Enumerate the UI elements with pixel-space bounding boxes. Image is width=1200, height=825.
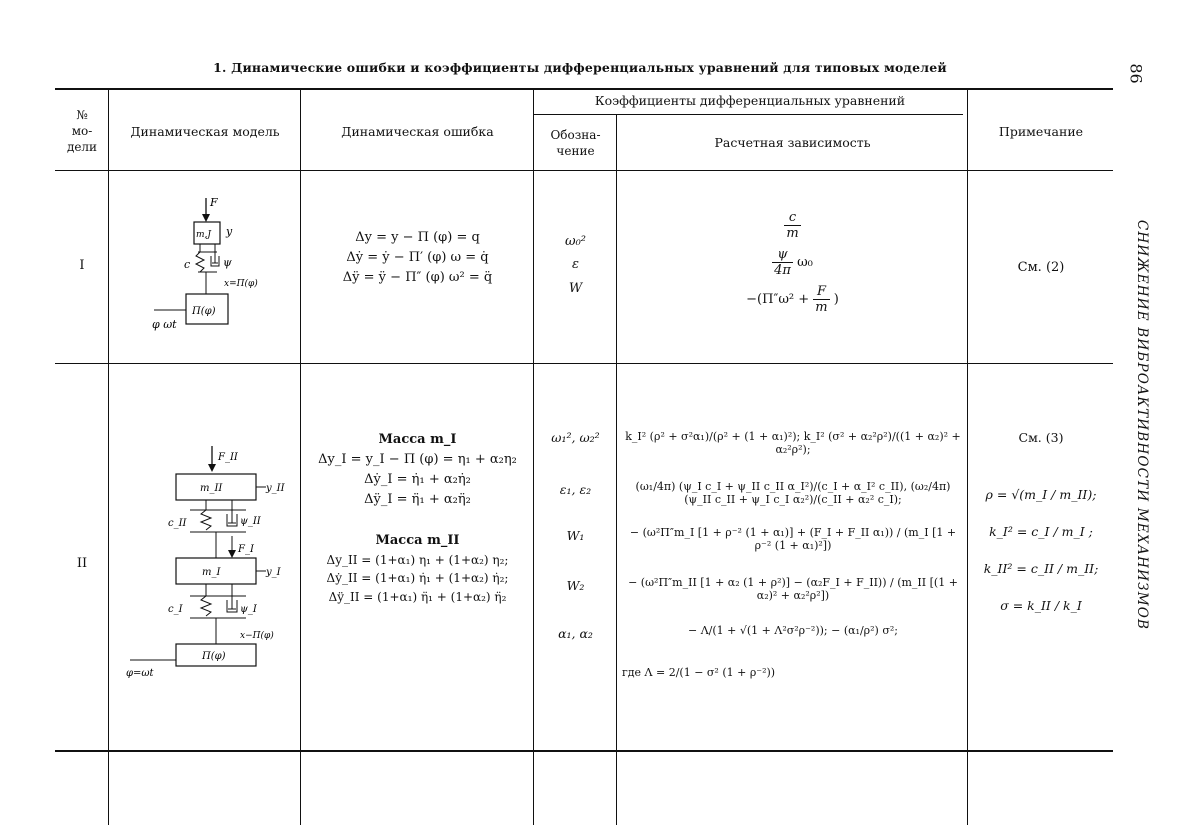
row2-note-sigma: σ = k_II / k_I	[1000, 598, 1082, 613]
row2-psi2-label: ψ_II	[240, 516, 261, 527]
header-dyn-model: Динамическая модель	[130, 124, 280, 139]
row2-mass1-title: Масса m_I	[378, 432, 457, 447]
row1-error-3: Δÿ = ÿ − П″ (φ) ω² = q̈	[342, 270, 493, 286]
row2-number: II	[76, 556, 88, 571]
row2-calc-omega: k_I² (ρ² + σ²α₁)/(ρ² + (1 + α₁)²); k_I² (σ² + α₂²ρ²)/((1 + α₂)² + α₂²ρ²);	[625, 430, 961, 456]
row2-designation-3: W₁	[566, 528, 585, 543]
row2-box-label: П(φ)	[202, 651, 226, 662]
row1-calc	[618, 210, 967, 315]
row1-y-label: y	[226, 225, 233, 238]
row1-errors	[302, 228, 533, 288]
row1-designation-3: W	[568, 280, 583, 296]
row2-mass2-eq-3: Δÿ_II = (1+α₁) η̈₁ + (1+α₂) η̈₂	[328, 589, 507, 604]
row1-psi-label: ψ	[223, 256, 232, 269]
row1-note: См. (2)	[1017, 260, 1065, 275]
header-note: Примечание	[998, 124, 1084, 139]
row2-mass2-eq-2: Δẏ_II = (1+α₁) η̇₁ + (1+α₂) η̇₂;	[326, 571, 509, 586]
row2-designation-1: ω₁², ω₂²	[551, 430, 600, 445]
row1-force-label: F	[210, 196, 218, 209]
row1-designation-1: ω₀²	[564, 234, 587, 249]
row1-x-label: x=П(φ)	[224, 279, 258, 289]
row2-f1-label: F_I	[238, 544, 254, 555]
row2-calc-alpha: − Λ/(1 + √(1 + Λ²σ²ρ⁻²)); − (α₁/ρ²) σ²;	[688, 624, 898, 637]
row2-note-k1: k_I² = c_I / m_I ;	[989, 524, 1093, 539]
side-caption: СНИЖЕНИЕ ВИБРОАКТИВНОСТИ МЕХАНИЗМОВ	[1134, 219, 1150, 631]
row2-y1-label: y_I	[266, 567, 281, 578]
row1-calc-c: $\frac{c}{m}$	[786, 210, 799, 241]
row2-c1-label: c_I	[168, 604, 183, 615]
row2-designation-4: W₂	[566, 578, 585, 593]
row1-phi-label: φ ωt	[152, 318, 177, 331]
row1-diagram	[140, 190, 290, 340]
row1-designations	[535, 230, 616, 300]
row1-c-label: c	[184, 258, 191, 271]
row2-calc-lambda: где Λ = 2/(1 − σ² (1 + ρ⁻²))	[622, 666, 776, 679]
row2-mass1-eq-1: Δy_I = y_I − П (φ) = η₁ + α₂η₂	[318, 452, 517, 468]
row2-note-rho: ρ = √(m_I / m_II);	[985, 487, 1097, 502]
row2-phi-label: φ=ωt	[126, 668, 154, 679]
row2-mass2-title: Масса m_II	[375, 532, 460, 548]
row1-box-label: П(φ)	[192, 306, 216, 317]
row2-psi1-label: ψ_I	[240, 604, 257, 615]
row2-y2-label: y_II	[266, 483, 285, 494]
row2-x-label: x−П(φ)	[240, 631, 274, 641]
row1-error-2: Δẏ = ẏ − П′ (φ) ω = q̇	[346, 250, 489, 266]
row1-calc-omega0: ω₀	[797, 255, 813, 270]
row2-calc-eps: (ω₁/4π) (ψ_I c_I + ψ_II c_II α_I²)/(c_I + α_I² c_II), (ω₂/4π) (ψ_II c_II + ψ_I c_I α₂²)/(c_II + α₂² c_I);	[635, 480, 951, 506]
row2-mass1-eq-3: Δÿ_I = η̈₁ + α₂η̈₂	[364, 492, 471, 508]
row2-designation-5: α₁, α₂	[558, 626, 593, 641]
page-number: 86	[1126, 63, 1146, 84]
row2-note-k2: k_II² = c_II / m_II;	[983, 561, 1099, 576]
header-dyn-error: Динамическая ошибка	[341, 124, 494, 139]
header-calc: Расчетная зависимость	[714, 135, 871, 150]
row1-calc-w: −(П″ω² + $\frac{F}{m}$ )	[746, 284, 839, 315]
row1-mass-label: m,J	[196, 230, 212, 240]
row2-errors	[302, 430, 533, 606]
header-designation: Обозна- чение	[550, 128, 601, 158]
row2-diagram	[120, 440, 298, 680]
row2-m2-label: m_II	[200, 483, 223, 494]
row1-calc-psi: $\frac{\psi}{4\pi}$	[774, 247, 791, 278]
header-model-no: № мо- дели	[66, 108, 98, 154]
header-coeff-group: Коэффициенты дифференциальных уравнений	[594, 93, 906, 108]
row2-mass2-eq-1: Δy_II = (1+α₁) η₁ + (1+α₂) η₂;	[326, 552, 509, 567]
row2-calc-w1: − (ω²П″m_I [1 + ρ⁻² (1 + α₁)] + (F_I + F_II α₁)) / (m_I [1 + ρ⁻² (1 + α₁)²])	[629, 526, 957, 552]
row2-mass1-eq-2: Δẏ_I = η̇₁ + α₂η̇₂	[364, 472, 471, 488]
row2-note-ref: См. (3)	[1018, 430, 1064, 445]
row2-calc-w2: − (ω²П″m_II [1 + α₂ (1 + ρ²)] − (α₂F_I + F_II)) / (m_II [(1 + α₂)² + α₂²ρ²])	[628, 576, 958, 602]
row1-number: I	[79, 258, 85, 273]
row2-f2-label: F_II	[218, 452, 238, 463]
row2-notes	[969, 430, 1113, 613]
row2-c2-label: c_II	[168, 518, 187, 529]
row2-designation-2: ε₁, ε₂	[559, 482, 592, 497]
row1-error-1: Δy = y − П (φ) = q	[355, 230, 480, 245]
row2-m1-label: m_I	[202, 567, 221, 578]
row1-designation-2: ε	[572, 257, 579, 273]
table-title: 1. Динамические ошибки и коэффициенты дифференциальных уравнений для типовых моделей	[213, 60, 947, 75]
